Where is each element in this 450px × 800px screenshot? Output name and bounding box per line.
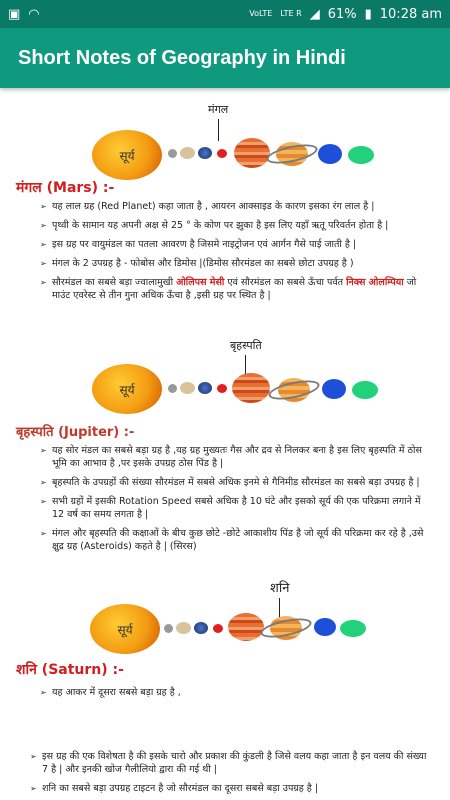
battery-percent: 61% bbox=[327, 6, 357, 22]
list-item: ➢ मंगल और बृहस्पति की कक्षाओं के बीच कुछ छोटे -छोटे आकाशीय पिंड है जो सूर्य की परिक्रमा कर रहे है ,उसे क्षुद्र ग्रह (Asteroids) कहते है | (सिरस) bbox=[40, 527, 430, 553]
signal-icon: ◢ bbox=[309, 6, 320, 22]
list-item: ➢ यह सोर मंडल का सबसे बड़ा ग्रह है ,यह ग्रह मुख्यतः गैस और द्रव से निलकर बना है इस लिए बृहस्पति में ठोस भूमि का आभाव है ,पर इसके उपग्रह ठोस पिंड है | bbox=[40, 444, 430, 470]
list-item: ➢ यह लाल ग्रह (Red Planet) कहा जाता है , आयरन आक्साइड के कारण इसका रंग लाल है | bbox=[40, 200, 430, 213]
mercury bbox=[168, 384, 177, 393]
list-item: ➢ यह आकर में दूसरा सबसे बड़ा ग्रह है , bbox=[40, 686, 430, 699]
list-item: ➢ सभी ग्रहों में इसकी Rotation Speed सबसे अधिक है 10 घंटे और इसको सूर्य की एक परिक्रमा लगाने में 12 वर्ष का समय लगता है | bbox=[40, 495, 430, 521]
venus bbox=[180, 147, 195, 159]
mars bbox=[213, 624, 223, 633]
saturn-bullets bbox=[40, 686, 430, 705]
content-scroll[interactable] bbox=[0, 88, 450, 800]
jupiter bbox=[234, 138, 270, 168]
sun: सूर्य bbox=[90, 604, 160, 654]
mars bbox=[217, 384, 227, 393]
neptune bbox=[352, 381, 378, 399]
mars-pointer-label: मंगल bbox=[208, 102, 228, 141]
list-item: ➢ शनि का सबसे बड़ा उपग्रह टाइटन है जो सौरमंडल का दूसरा सबसे बड़ा उपग्रह है | bbox=[30, 782, 430, 795]
image-notification-icon: ▣ bbox=[8, 6, 21, 22]
jupiter bbox=[232, 373, 270, 403]
mars-bullets bbox=[40, 200, 430, 308]
jupiter-pointer-label: बृहस्पति bbox=[230, 338, 262, 377]
lte-indicator: LTE R bbox=[280, 9, 302, 18]
mars-heading: मंगल (Mars) :- bbox=[16, 180, 115, 196]
saturn-bullets-more bbox=[30, 750, 430, 800]
list-item: ➢ मंगल के 2 उपग्रह है - फोबोस और डिमोस |(डिमोस सौरमंडल का सबसे छोटा उपग्रह है ) bbox=[40, 257, 430, 270]
status-bar bbox=[0, 0, 450, 28]
mercury bbox=[164, 624, 173, 633]
uranus bbox=[314, 618, 336, 636]
list-item: ➢ सौरमंडल का सबसे बड़ा ज्वालामुखी ओलिपस मेसी एवं सौरमंडल का सबसे ऊँचा पर्वत निक्स ओलम्पिया जो माउंट एवरेस्ट से तीन गुना अधिक ऊँचा है ,इसी ग्रह पर स्थित है | bbox=[40, 276, 430, 302]
venus bbox=[180, 382, 195, 394]
mars-planet-diagram bbox=[0, 102, 450, 182]
list-item: ➢ इस ग्रह की एक विशेषता है की इसके चारो और प्रकाश की कुंडली है जिसे वलय कहा जाता है इन वलय की संख्या 7 है | और इनकी खोज गैलीलियो द्वारा की गई थी | bbox=[30, 750, 430, 776]
saturn-heading: शनि (Saturn) :- bbox=[16, 662, 124, 678]
earth bbox=[194, 622, 208, 634]
uranus bbox=[318, 144, 342, 164]
saturn-planet-diagram bbox=[0, 578, 450, 658]
list-item: ➢ इस ग्रह पर वायुमंडल का पतला आवरण है जिसमे नाइट्रोजन एवं आर्गन गैसे पाई जाती है | bbox=[40, 238, 430, 251]
jupiter bbox=[228, 613, 264, 641]
mercury bbox=[168, 149, 177, 158]
neptune bbox=[340, 620, 366, 637]
earth bbox=[198, 382, 212, 394]
list-item: ➢ पृथ्वी के सामान यह अपनी अक्ष से 25 ° के कोण पर झुका है इस लिए यहाँ ऋतू परिवर्तन होता है | bbox=[40, 219, 430, 232]
volte-indicator: VoLTE bbox=[249, 9, 273, 18]
mars bbox=[217, 149, 227, 158]
earth bbox=[198, 147, 212, 159]
battery-icon: ▮ bbox=[364, 6, 372, 22]
list-item: ➢ बृहस्पति के उपग्रहों की संख्या सौरमंडल में सबसे अधिक इनमे से गैनिमीड सौरमंडल का सबसे बड़ा उपग्रह है | bbox=[40, 476, 430, 489]
saturn-pointer-label: शनि bbox=[270, 578, 289, 620]
uranus bbox=[322, 379, 346, 399]
wifi-icon: ◠ bbox=[28, 6, 40, 22]
jupiter-heading: बृहस्पति (Jupiter) :- bbox=[16, 425, 135, 440]
neptune bbox=[348, 146, 374, 164]
sun: सूर्य bbox=[92, 364, 162, 414]
app-bar bbox=[0, 28, 450, 88]
clock: 10:28 am bbox=[379, 6, 442, 22]
jupiter-planet-diagram bbox=[0, 338, 450, 418]
jupiter-bullets bbox=[40, 444, 430, 559]
app-title: Short Notes of Geography in Hindi bbox=[18, 46, 346, 69]
sun: सूर्य bbox=[92, 130, 162, 180]
venus bbox=[176, 622, 191, 634]
